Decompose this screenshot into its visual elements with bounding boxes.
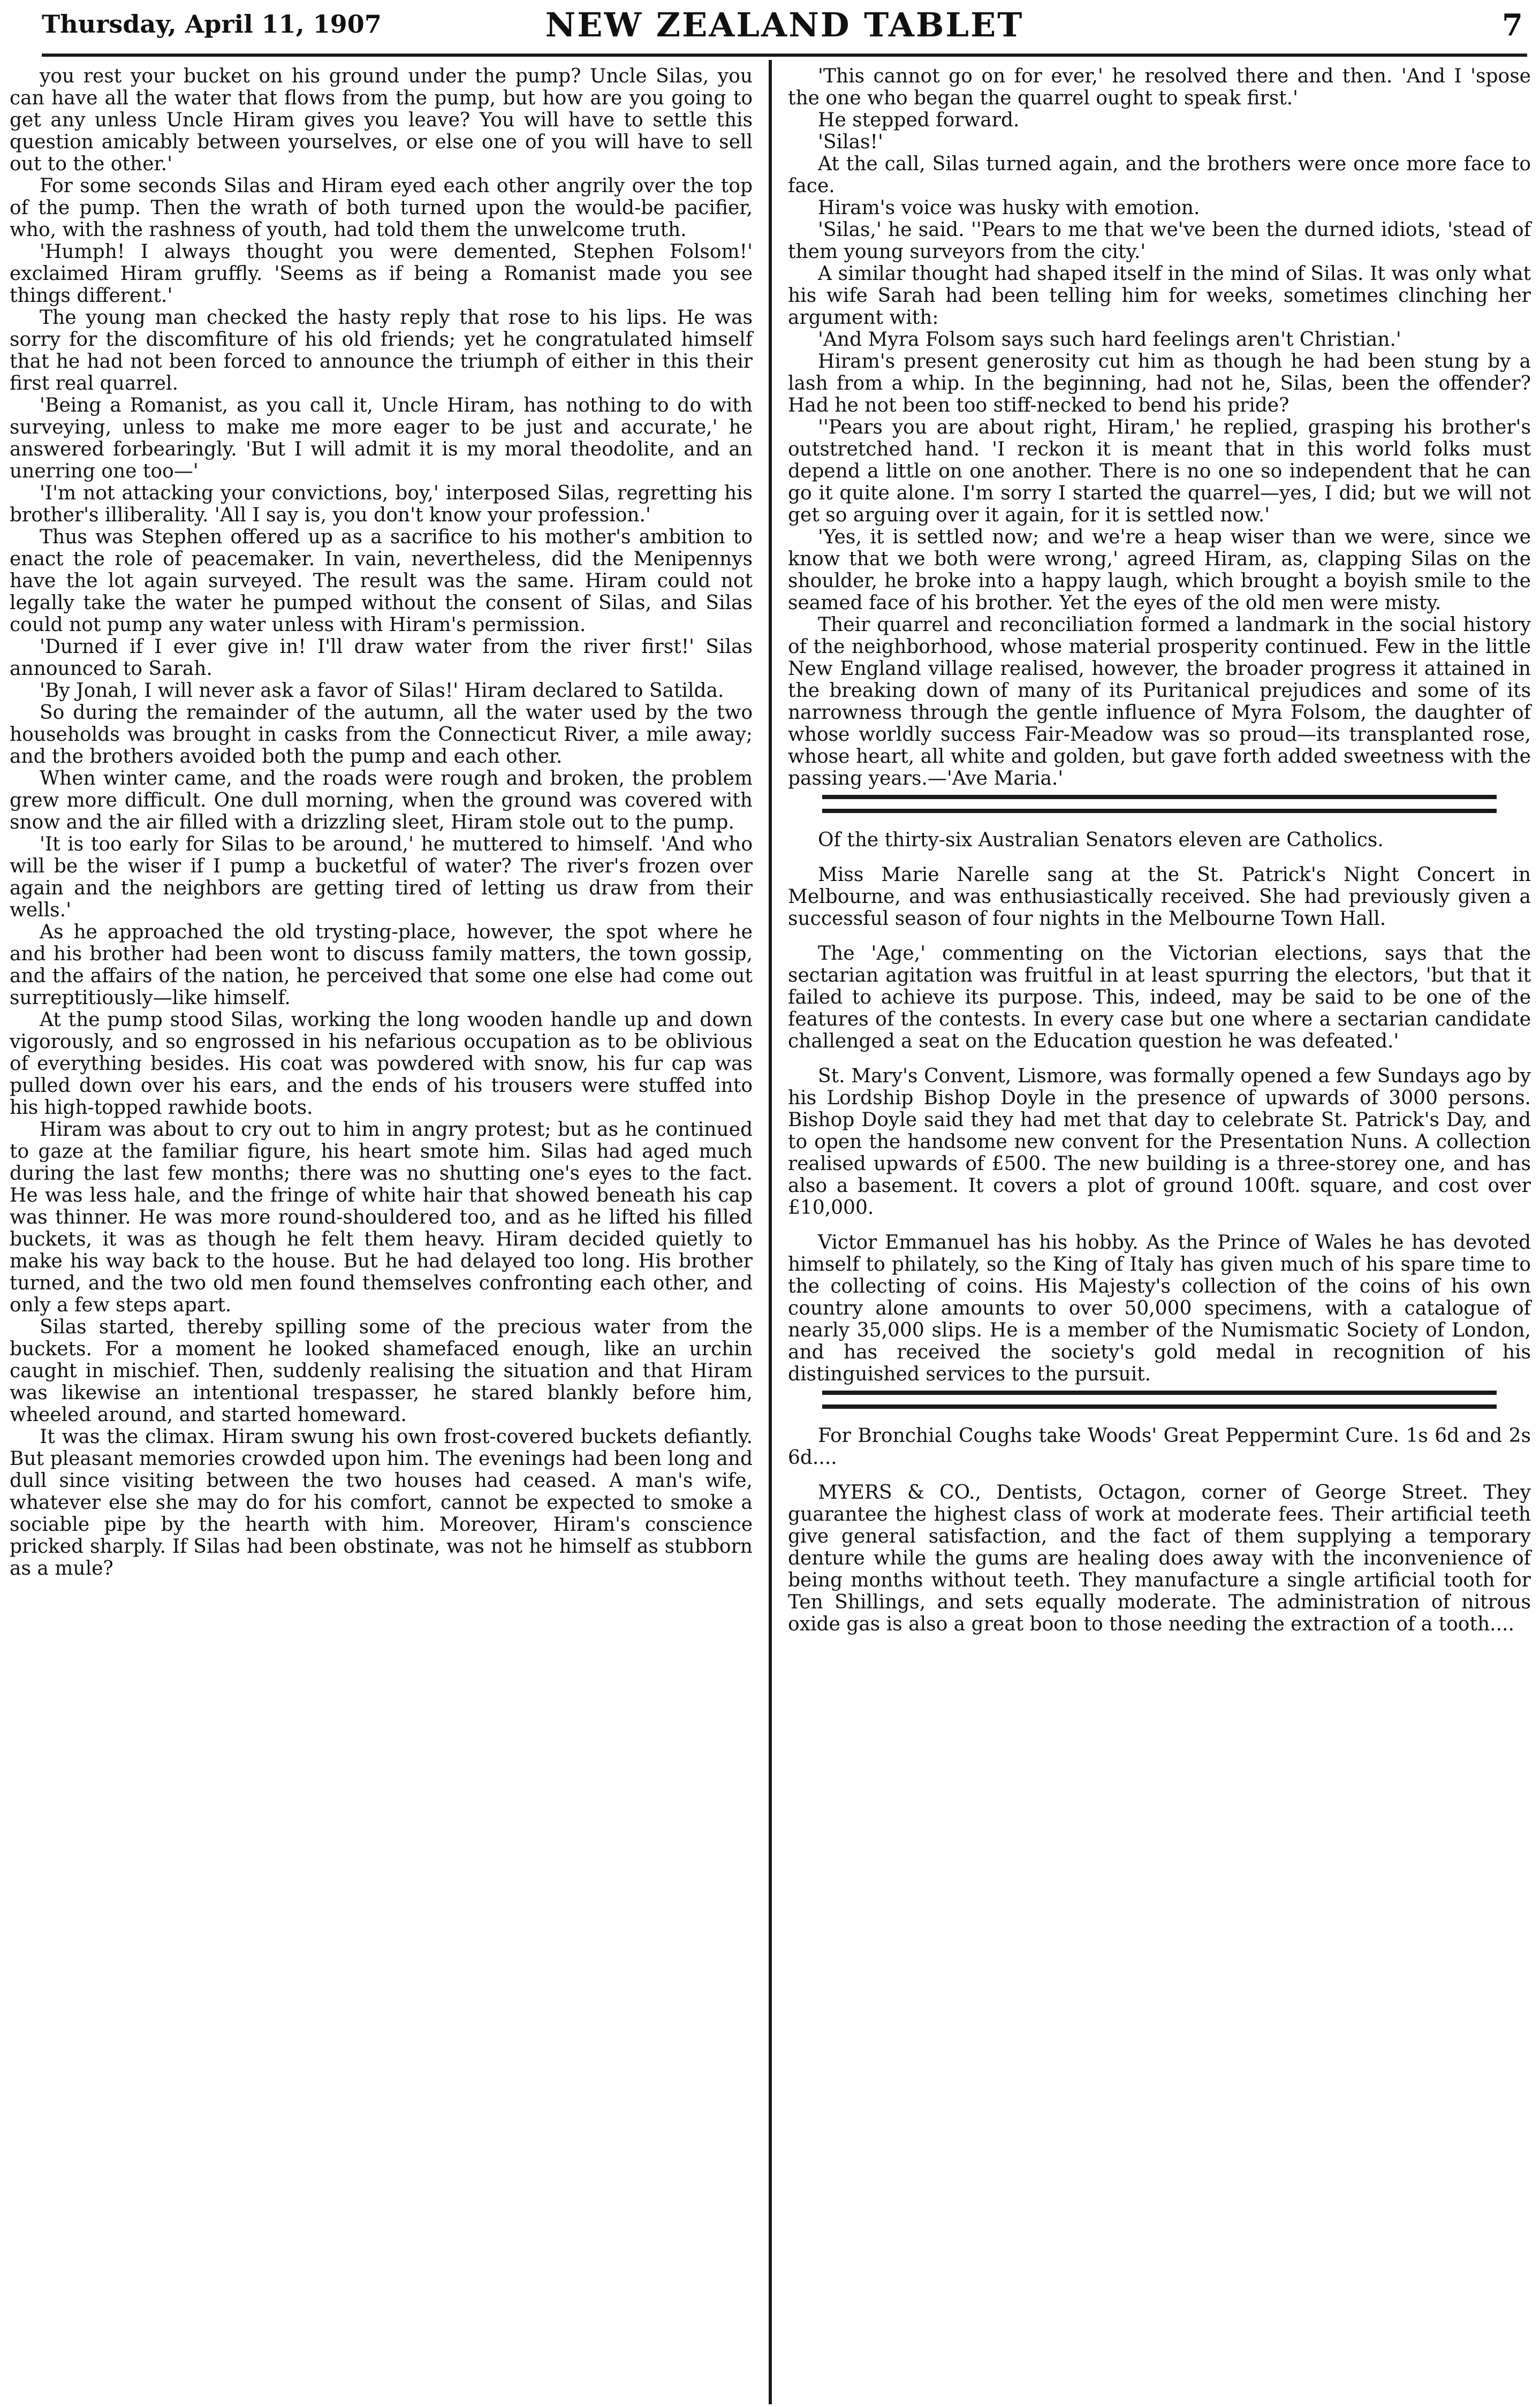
- section-rule: [822, 795, 1497, 813]
- news-note: The 'Age,' commenting on the Victorian elections, says that the sectarian agitation was fruitful in at least spurring the electors, 'but that it failed to achieve its purpose. This, indeed, may be said to be one of the features of the contests. In every case but one where a sectarian candidate challenged a seat on the Education question he was defeated.': [788, 943, 1531, 1052]
- news-note: St. Mary's Convent, Lismore, was formally opened a few Sundays ago by his Lordship Bishop Doyle in the presence of upwards of 3000 persons. Bishop Doyle said they had met that day to celebrate St. Patrick's Day, and to open the handsome new convent for the Presentation Nuns. A collection realised upwards of £500. The new building is a three-storey one, and has also a basement. It covers a plot of ground 100ft. square, and cost over £10,000.: [788, 1065, 1531, 1219]
- news-note: Miss Marie Narelle sang at the St. Patrick's Night Concert in Melbourne, and was enthusiastically received. She had previously given a successful season of four nights in the Melbourne Town Hall.: [788, 864, 1531, 930]
- story-paragraph: 'Silas,' he said. ''Pears to me that we've been the durned idiots, 'stead of them young surveyors from the city.': [788, 219, 1531, 263]
- story-paragraph: Hiram's present generosity cut him as though he had been stung by a lash from a whip. In the beginning, had not he, Silas, been the offender? Had he not been too stiff-necked to bend his pride?: [788, 351, 1531, 416]
- story-paragraph: 'Being a Romanist, as you call it, Uncle Hiram, has nothing to do with surveying, unless to make me more eager to be just and accurate,' he answered forbearingly. 'But I will admit it is my moral theodolite, and an unerring one too—': [10, 394, 753, 482]
- advertisement: MYERS & CO., Dentists, Octagon, corner of George Street. They guarantee the highest class of work at moderate fees. Their artificial teeth give general satisfaction, and the fact of them supplying a temporary denture while the gums are healing does away with the inconvenience of being months without teeth. They manufacture a single artificial tooth for Ten Shillings, and sets equally moderate. The administration of nitrous oxide gas is also a great boon to those needing the extraction of a tooth....: [788, 1482, 1531, 1635]
- advertisement: For Bronchial Coughs take Woods' Great Peppermint Cure. 1s 6d and 2s 6d....: [788, 1425, 1531, 1469]
- story-paragraph: For some seconds Silas and Hiram eyed each other angrily over the top of the pump. Then the wrath of both turned upon the would-be pacifier, who, with the rashness of youth, had told them the unwelcome truth.: [10, 175, 753, 241]
- story-paragraph: 'And Myra Folsom says such hard feelings aren't Christian.': [818, 329, 1401, 351]
- story-paragraph: ''Pears you are about right, Hiram,' he replied, grasping his brother's outstretched hand. 'I reckon it is meant that in this world folks must depend a little on one another. There is no one so independent that he can go it quite alone. I'm sorry I started the quarrel—yes, I did; but we will not get so arguing over it again, for it is settled now.': [788, 416, 1531, 526]
- story-paragraph: At the call, Silas turned again, and the brothers were once more face to face.: [788, 153, 1531, 197]
- story-paragraph: So during the remainder of the autumn, all the water used by the two households was brought in casks from the Connecticut River, a mile away; and the brothers avoided both the pump and each other.: [10, 702, 753, 768]
- spacer: [788, 1469, 1531, 1482]
- story-paragraph: you rest your bucket on his ground under the pump? Uncle Silas, you can have all the water that flows from the pump, but how are you going to get any unless Uncle Hiram gives you leave? You will have to settle this question amicably between yourselves, or else one of you will have to sell out to the other.': [10, 65, 753, 175]
- story-paragraph: 'Humph! I always thought you were demented, Stephen Folsom!' exclaimed Hiram gruffly. 'Seems as if being a Romanist made you see things different.': [10, 241, 753, 307]
- story-paragraph: 'It is too early for Silas to be around,' he muttered to himself. 'And who will be the wiser if I pump a bucketful of water? The river's frozen over again and the neighbors are getting tired of letting us draw from their wells.': [10, 833, 753, 921]
- story-paragraph: 'Yes, it is settled now; and we're a heap wiser than we were, since we know that we both were wrong,' agreed Hiram, as, clapping Silas on the shoulder, he broke into a happy laugh, which brought a boyish smile to the seamed face of his brother. Yet the eyes of the old men were misty.: [788, 526, 1531, 614]
- column-divider: [769, 60, 772, 2404]
- page-number: 7: [1502, 7, 1523, 43]
- section-rule: [822, 1391, 1497, 1409]
- story-paragraph: The young man checked the hasty reply that rose to his lips. He was sorry for the discomfiture of his old friends; yet he congratulated himself that he had not been forced to announce the triumph of either in this their first real quarrel.: [10, 307, 753, 394]
- spacer: [788, 851, 1531, 864]
- story-paragraph: As he approached the old trysting-place, however, the spot where he and his brother had been wont to discuss family matters, the town gossip, and the affairs of the nation, he perceived that some one else had come out surreptitiously—like himself.: [10, 921, 753, 1009]
- story-paragraph: Thus was Stephen offered up as a sacrifice to his mother's ambition to enact the role of peacemaker. In vain, nevertheless, did the Menipennys have the lot again surveyed. The result was the same. Hiram could not legally take the water he pumped without the consent of Silas, and Silas could not pump any water unless with Hiram's permission.: [10, 526, 753, 636]
- story-paragraph: Hiram's voice was husky with emotion.: [818, 197, 1200, 219]
- story-paragraph: When winter came, and the roads were rough and broken, the problem grew more difficult. One dull morning, when the ground was covered with snow and the air filled with a drizzling sleet, Hiram stole out to the pump.: [10, 768, 753, 833]
- story-paragraph: Hiram was about to cry out to him in angry protest; but as he continued to gaze at the familiar figure, his heart smote him. Silas had aged much during the last few months; there was no shutting one's eyes to the fact. He was less hale, and the fringe of white hair that showed beneath his cap was thinner. He was more round-shouldered too, and as he lifted his filled buckets, it was as though he felt them heavy. Hiram decided quietly to make his way back to the house. But he had delayed too long. His brother turned, and the two old men found themselves confronting each other, and only a few steps apart.: [10, 1119, 753, 1316]
- news-note: Victor Emmanuel has his hobby. As the Prince of Wales he has devoted himself to philately, so the King of Italy has given much of his spare time to the collecting of coins. His Majesty's collection of the coins of his own country alone amounts to over 50,000 specimens, with a catalogue of nearly 35,000 slips. He is a member of the Numismatic Society of London, and has received the society's gold medal in recognition of his distinguished services to the pursuit.: [788, 1232, 1531, 1385]
- left-column: [10, 65, 753, 1580]
- spacer: [788, 1052, 1531, 1065]
- story-paragraph: At the pump stood Silas, working the long wooden handle up and down vigorously, and so engrossed in his nefarious occupation as to be oblivious of everything besides. His coat was powdered with snow, his fur cap was pulled down over his ears, and the ends of his trousers were stuffed into his high-topped rawhide boots.: [10, 1009, 753, 1119]
- right-column: [788, 65, 1531, 1635]
- story-paragraph: Their quarrel and reconciliation formed a landmark in the social history of the neighborhood, whose material prosperity continued. Few in the little New England village realised, however, the broader progress it attained in the breaking down of many of its Puritanical prejudices and some of its narrowness through the gentle influence of Myra Folsom, the daughter of whose worldly success Fair-Meadow was so proud—its transplanted rose, whose heart, all white and golden, but gave forth added sweetness with the passing years.—'Ave Maria.': [788, 614, 1531, 789]
- story-paragraph: 'I'm not attacking your convictions, boy,' interposed Silas, regretting his brother's illiberality. 'All I say is, you don't know your profession.': [10, 482, 753, 526]
- story-paragraph: 'Durned if I ever give in! I'll draw water from the river first!' Silas announced to Sarah.: [10, 636, 753, 680]
- story-paragraph: Silas started, thereby spilling some of the precious water from the buckets. For a moment he looked shamefaced enough, like an urchin caught in mischief. Then, suddenly realising the situation and that Hiram was likewise an intentional trespasser, he stared blankly before him, wheeled around, and started homeward.: [10, 1316, 753, 1426]
- newspaper-title: NEW ZEALAND TABLET: [545, 5, 1024, 44]
- spacer: [788, 1219, 1531, 1232]
- story-paragraph: 'Silas!': [818, 131, 883, 153]
- spacer: [788, 930, 1531, 943]
- story-paragraph: 'This cannot go on for ever,' he resolved there and then. 'And I 'spose the one who began the quarrel ought to speak first.': [788, 65, 1531, 109]
- story-paragraph: It was the climax. Hiram swung his own frost-covered buckets defiantly. But pleasant memories crowded upon him. The evenings had been long and dull since visiting between the two houses had ceased. A man's wife, whatever else she may do for his comfort, cannot be expected to smoke a sociable pipe by the hearth with him. Moreover, Hiram's conscience pricked sharply. If Silas had been obstinate, was not he himself as stubborn as a mule?: [10, 1426, 753, 1580]
- news-note: Of the thirty-six Australian Senators eleven are Catholics.: [818, 829, 1384, 851]
- story-paragraph: A similar thought had shaped itself in the mind of Silas. It was only what his wife Sarah had been telling him for weeks, sometimes clinching her argument with:: [788, 263, 1531, 329]
- masthead: [42, 4, 1527, 57]
- issue-date: Thursday, April 11, 1907: [42, 10, 382, 39]
- story-paragraph: 'By Jonah, I will never ask a favor of Silas!' Hiram declared to Satilda.: [40, 680, 724, 702]
- story-paragraph: He stepped forward.: [818, 109, 1020, 131]
